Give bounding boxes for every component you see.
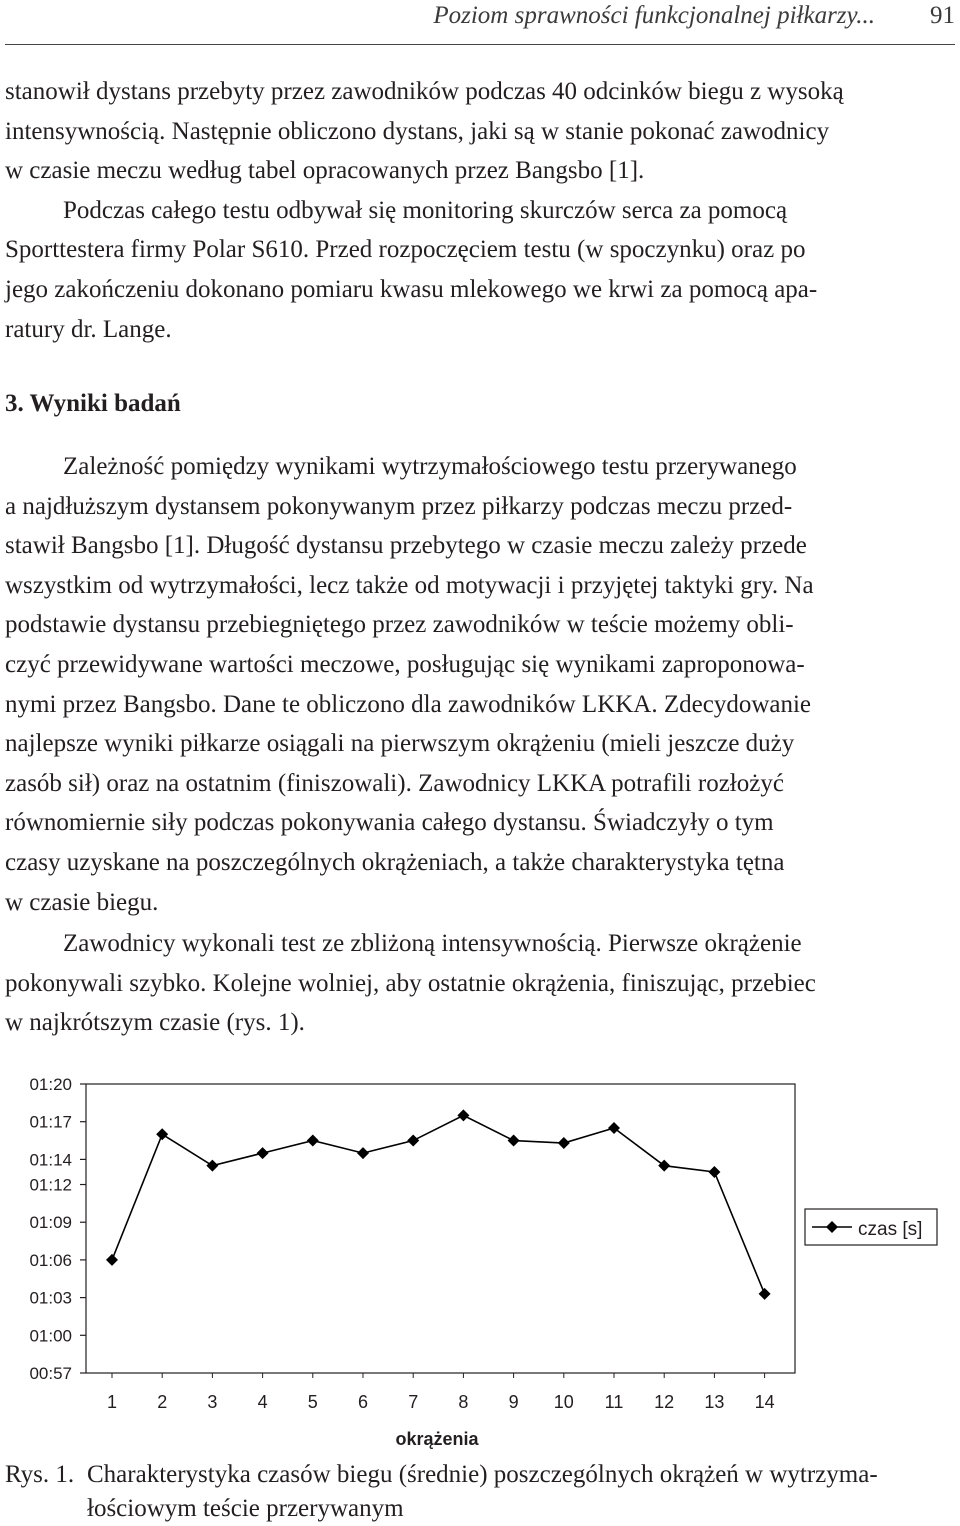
data-point (257, 1147, 269, 1159)
text-line: równomiernie siły podczas pokonywania całego dystansu. Świadczyły o tym (5, 809, 774, 837)
running-title: Poziom sprawności funkcjonalnej piłkarzy... (433, 2, 875, 29)
paragraph-results-2 (5, 924, 955, 1043)
text-line: jego zakończeniu dokonano pomiaru kwasu mlekowego we krwi za pomocą apa- (5, 275, 818, 303)
caption-text-cont: łościowym teście przerywanym (87, 1495, 404, 1522)
text-line: najlepsze wyniki piłkarze osiągali na pierwszym okrążeniu (mieli jeszcze duży (5, 730, 795, 758)
y-axis (29, 1075, 795, 1383)
paragraph-method-1 (5, 72, 955, 191)
x-tick-label: 3 (207, 1392, 218, 1412)
text-line: w czasie meczu według tabel opracowanych przez Bangsbo [1]. (5, 157, 645, 185)
text-line: w najkrótszym czasie (rys. 1). (5, 1009, 305, 1037)
lap-time-chart (0, 1060, 960, 1460)
data-point (759, 1288, 771, 1300)
text-line: czasy uzyskane na poszczególnych okrążeniach, a także charakterystyka tętna (5, 848, 785, 876)
text-line: w czasie biegu. (5, 888, 159, 916)
caption-label: Rys. 1. (5, 1461, 75, 1488)
x-tick-label: 10 (553, 1392, 574, 1412)
data-point (407, 1135, 419, 1147)
figure-caption (5, 1458, 955, 1526)
text-line: zasób sił) oraz na ostatnim (finiszowali). Zawodnicy LKKA potrafili rozłożyć (5, 769, 784, 797)
legend-label: czas [s] (858, 1219, 923, 1240)
paragraph-method-2 (5, 191, 955, 349)
series-czas (106, 1109, 771, 1299)
data-point (156, 1128, 168, 1140)
text-line: Podczas całego testu odbywał się monitoring skurczów serca za pomocą (63, 196, 788, 224)
paragraph-results-1 (5, 447, 955, 922)
text-line: stawił Bangsbo [1]. Długość dystansu przebytego w czasie meczu zależy przede (5, 532, 807, 560)
data-point (558, 1137, 570, 1149)
text-line: nymi przez Bangsbo. Dane te obliczono dla zawodników LKKA. Zdecydowanie (5, 690, 812, 718)
y-tick-label: 01:20 (29, 1075, 72, 1094)
data-point (307, 1135, 319, 1147)
x-tick-label: 2 (157, 1392, 168, 1412)
header-rule (5, 44, 955, 45)
y-tick-label: 00:57 (29, 1364, 72, 1383)
text-line: czyć przewidywane wartości meczowe, posługując się wynikami zaproponowa- (5, 650, 805, 678)
x-tick-label: 5 (307, 1392, 318, 1412)
text-line: intensywnością. Następnie obliczono dystans, jaki są w stanie pokonać zawodnicy (5, 117, 830, 145)
x-tick-label: 14 (754, 1392, 775, 1412)
y-tick-label: 01:14 (29, 1150, 72, 1170)
text-line: a najdłuższym dystansem pokonywanym przez piłkarzy podczas meczu przed- (5, 492, 793, 520)
x-tick-label: 7 (408, 1392, 419, 1412)
text-line: podstawie dystansu przebiegniętego przez zawodników w teście możemy obli- (5, 611, 794, 639)
x-tick-label: 4 (257, 1392, 268, 1412)
x-tick-label: 11 (604, 1392, 624, 1412)
y-tick-label: 01:09 (29, 1213, 72, 1233)
data-point (708, 1166, 720, 1178)
y-tick-label: 01:03 (29, 1288, 72, 1308)
y-tick-label: 01:00 (29, 1326, 72, 1346)
data-point (206, 1160, 218, 1172)
chart-legend (805, 1209, 937, 1245)
text-line: Zawodnicy wykonali test ze zbliżoną intensywnością. Pierwsze okrążenie (63, 930, 802, 958)
x-tick-label: 6 (357, 1392, 369, 1412)
data-point (357, 1147, 369, 1159)
data-point (608, 1122, 620, 1134)
data-point (457, 1109, 469, 1121)
y-tick-label: 01:06 (29, 1250, 72, 1270)
x-tick-label: 13 (704, 1392, 725, 1412)
text-line: stanowił dystans przebyty przez zawodników podczas 40 odcinków biegu z wysoką (5, 78, 844, 105)
page-number: 91 (930, 2, 955, 29)
text-line: wszystkim od wytrzymałości, lecz także od motywacji i przyjętej taktyki gry. Na (5, 571, 814, 599)
data-point (106, 1254, 118, 1266)
y-tick-label: 01:12 (29, 1175, 72, 1195)
page-header (0, 0, 960, 44)
series-line (112, 1115, 765, 1293)
text-line: pokonywali szybko. Kolejne wolniej, aby ostatnie okrążenia, finiszując, przebiec (5, 969, 816, 997)
data-point (658, 1160, 670, 1172)
text-line: ratury dr. Lange. (5, 315, 172, 343)
x-tick-label: 1 (106, 1392, 118, 1412)
text-line: Zależność pomiędzy wynikami wytrzymałościowego testu przerywanego (63, 453, 797, 480)
x-axis-label: okrążenia (395, 1429, 479, 1449)
x-tick-label: 9 (508, 1392, 519, 1412)
data-point (508, 1135, 520, 1147)
text-line: Sporttestera firmy Polar S610. Przed rozpoczęciem testu (w spoczynku) oraz po (5, 236, 806, 264)
section-heading: 3. Wyniki badań (5, 390, 181, 417)
x-tick-label: 12 (654, 1392, 675, 1412)
caption-text: Charakterystyka czasów biegu (średnie) poszczególnych okrążeń w wytrzyma- (87, 1461, 878, 1488)
y-tick-label: 01:17 (29, 1112, 72, 1132)
x-tick-label: 8 (458, 1392, 469, 1412)
x-axis (107, 1373, 775, 1412)
